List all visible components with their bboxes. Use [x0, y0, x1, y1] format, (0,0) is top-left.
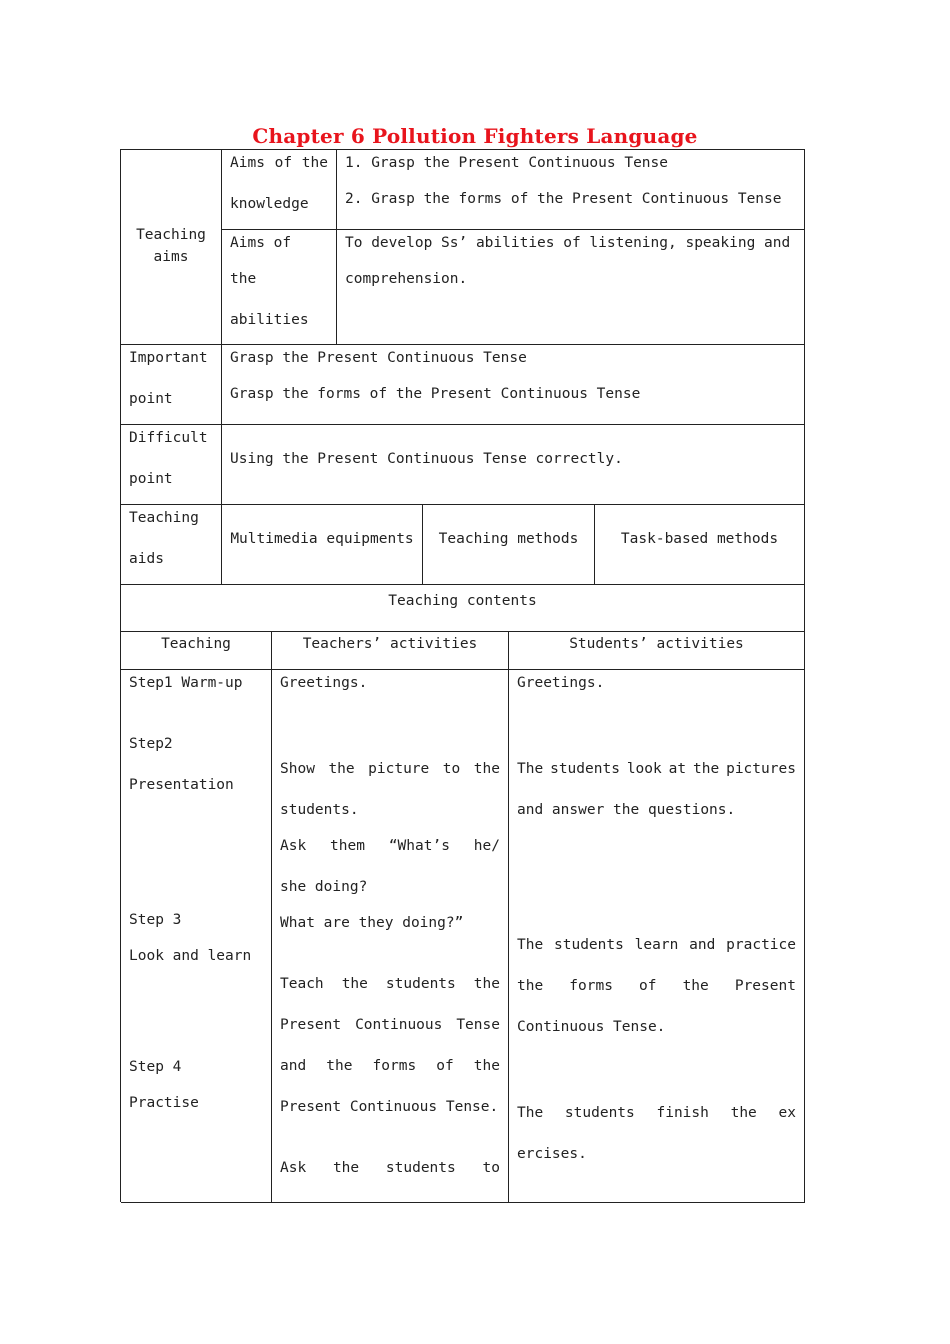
teaching-aims-label-cell [121, 150, 222, 345]
word: finish [656, 1105, 709, 1121]
word: Teach [280, 976, 324, 992]
methods-value: Task-based methods [620, 531, 779, 547]
word: Ask [280, 1160, 307, 1176]
abilities-text-line: comprehension. [345, 271, 468, 287]
column-header-label: Teachers’ activities [302, 636, 478, 652]
step-label: Practise [129, 1095, 199, 1111]
step-label: Look and learn [129, 948, 252, 964]
word: the [341, 976, 368, 992]
knowledge-label-cell [222, 150, 337, 230]
word: practice [726, 937, 796, 953]
word: students [550, 761, 620, 777]
word: the [326, 1058, 353, 1074]
word: the [473, 761, 500, 777]
word: forms [569, 978, 613, 994]
difficult-point-text: Using the Present Continuous Tense correctly. [230, 451, 623, 467]
step-label: Step1 Warm-up [129, 675, 243, 691]
step-label: Step2 [129, 736, 173, 752]
teaching-aids-label-cell [121, 505, 222, 585]
student-activity-line [517, 761, 796, 777]
student-activity-line [517, 978, 796, 994]
teaching-contents-cell [121, 585, 805, 632]
knowledge-label-word: the [301, 155, 328, 171]
word: Tense [456, 1017, 500, 1033]
abilities-label-line: Aims of [230, 235, 292, 251]
step-label: Step 3 [129, 912, 182, 928]
difficult-point-label: point [129, 471, 173, 487]
important-point-label-cell [121, 345, 222, 425]
teacher-activity-line: Present Continuous Tense. [280, 1099, 499, 1115]
important-point-content-cell [222, 345, 805, 425]
word: to [442, 761, 461, 777]
step-label: Step 4 [129, 1059, 182, 1075]
knowledge-label-word: Aims [230, 155, 265, 171]
teaching-aids-label: aids [129, 551, 164, 567]
page-title: Chapter 6 Pollution Fighters Language [252, 124, 698, 148]
word: look [626, 761, 662, 777]
abilities-label-cell [222, 230, 337, 345]
word: forms [372, 1058, 417, 1074]
student-activities-cell [509, 670, 805, 1203]
methods-value-cell [595, 505, 805, 585]
word: he/ [473, 838, 500, 854]
abilities-content-cell [337, 230, 805, 345]
teaching-aims-label-line: aims [153, 249, 189, 265]
word: pictures [726, 761, 796, 777]
word: to [482, 1160, 500, 1176]
teaching-contents-heading: Teaching contents [388, 593, 537, 609]
student-activity-line [517, 1105, 796, 1121]
difficult-point-label: Difficult [129, 430, 208, 446]
word: the [517, 978, 544, 994]
word: the [332, 1160, 360, 1176]
teacher-activity-line [280, 976, 500, 992]
teacher-activity-line [280, 1017, 500, 1033]
student-activity-line [517, 937, 796, 953]
knowledge-content-cell [337, 150, 805, 230]
important-point-label: point [129, 391, 173, 407]
word: Ask [280, 838, 307, 854]
methods-label: Teaching methods [438, 531, 579, 547]
important-point-line: Grasp the forms of the Present Continuous Tense [230, 386, 641, 402]
knowledge-item: 2. Grasp the forms of the Present Continuous Tense [345, 191, 782, 207]
important-point-label: Important [129, 350, 208, 366]
word: The [517, 937, 544, 953]
teacher-activity-line: she doing? [280, 879, 368, 895]
word: Present [280, 1017, 342, 1033]
teaching-aims-label-line: Teaching [136, 227, 206, 243]
teacher-activity-line: What are they doing?” [280, 915, 464, 931]
teacher-activity-line [280, 838, 500, 854]
word: students [385, 976, 456, 992]
column-header-label: Teaching [161, 636, 231, 652]
difficult-point-content-cell [222, 425, 805, 505]
abilities-label-line: the [230, 271, 257, 287]
word: and [689, 937, 716, 953]
word: picture [368, 761, 430, 777]
word: the [693, 761, 720, 777]
steps-cell [121, 670, 272, 1203]
knowledge-label-line2: knowledge [230, 196, 309, 212]
column-header-label: Students’ activities [569, 636, 744, 652]
equipment-cell [222, 505, 423, 585]
word: Show [280, 761, 315, 777]
word: Continuous [355, 1017, 443, 1033]
word: learn [634, 937, 679, 953]
teacher-activities-cell [272, 670, 509, 1203]
teacher-activity-line: Greetings. [280, 675, 368, 691]
important-point-line: Grasp the Present Continuous Tense [230, 350, 527, 366]
word: students [554, 937, 624, 953]
knowledge-item: 1. Grasp the Present Continuous Tense [345, 155, 669, 171]
word: them [330, 838, 365, 854]
word: the [473, 1058, 500, 1074]
word: students [385, 1160, 456, 1176]
word: The [517, 761, 544, 777]
teacher-activity-line [280, 1058, 500, 1074]
student-activity-line: ercises. [517, 1146, 587, 1162]
teaching-aims-label [121, 227, 221, 265]
word: of [436, 1058, 454, 1074]
word: the [682, 978, 709, 994]
word: ex [778, 1105, 796, 1121]
abilities-text-line: To develop Ss’ abilities of listening, speaking and [345, 235, 791, 251]
word: the [473, 976, 500, 992]
word: the [730, 1105, 757, 1121]
lesson-plan-table [120, 149, 805, 1202]
word: and [280, 1058, 307, 1074]
word: students [564, 1105, 635, 1121]
word: The [517, 1105, 544, 1121]
word: at [668, 761, 687, 777]
student-activity-line: Greetings. [517, 675, 605, 691]
word: “What’s [388, 838, 450, 854]
step-label: Presentation [129, 777, 234, 793]
equipment-text: Multimedia equipments [230, 531, 414, 547]
teacher-activity-line [280, 761, 500, 777]
knowledge-label-line1 [230, 155, 328, 171]
student-activity-line: Continuous Tense. [517, 1019, 666, 1035]
column-header-teaching [121, 632, 272, 670]
column-header-teachers [272, 632, 509, 670]
student-activity-line: and answer the questions. [517, 802, 736, 818]
abilities-label-line: abilities [230, 312, 309, 328]
word: of [639, 978, 657, 994]
word: the [328, 761, 355, 777]
difficult-point-label-cell [121, 425, 222, 505]
knowledge-label-word: of [274, 155, 293, 171]
teacher-activity-line [280, 1160, 500, 1176]
teaching-aids-label: Teaching [129, 510, 199, 526]
methods-label-cell [423, 505, 595, 585]
teacher-activity-line: students. [280, 802, 359, 818]
word: Present [734, 978, 796, 994]
column-header-students [509, 632, 805, 670]
